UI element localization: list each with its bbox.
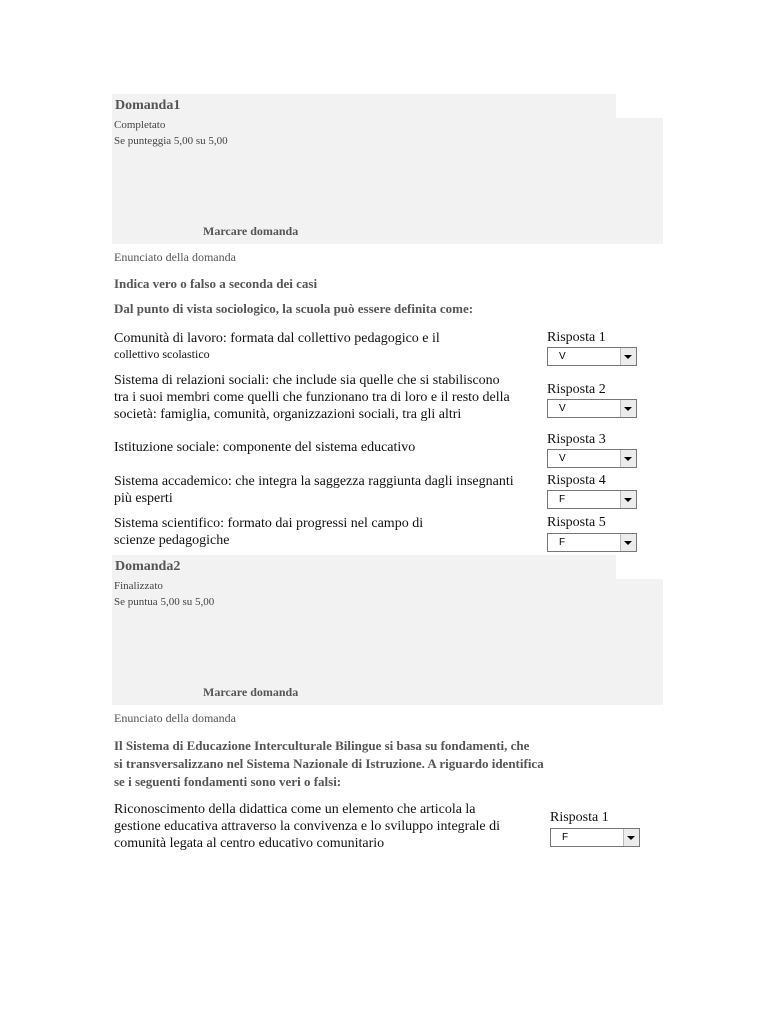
chevron-down-icon[interactable] bbox=[620, 534, 636, 551]
q1-item-3-answer-label: Risposta 3 bbox=[547, 432, 606, 447]
q1-item-4-text-line-2: più esperti bbox=[114, 491, 173, 506]
question-2-flag-link[interactable]: Marcare domanda bbox=[203, 685, 299, 699]
select-value: F bbox=[559, 494, 566, 505]
q1-item-5-text-line-1: Sistema scientifico: formato dai progressi nel campo di bbox=[114, 516, 424, 531]
chevron-down-icon[interactable] bbox=[620, 348, 636, 365]
question-2-stem-label: Enunciato della domanda bbox=[114, 711, 236, 725]
question-1-title: Domanda1 bbox=[115, 98, 181, 113]
q1-item-2-text-line-1: Sistema di relazioni sociali: che include sia quelle che si stabiliscono bbox=[114, 373, 500, 388]
chevron-down-icon[interactable] bbox=[620, 491, 636, 508]
select-value: V bbox=[559, 403, 566, 414]
q1-item-5-answer-select[interactable] bbox=[547, 533, 637, 552]
chevron-down-icon[interactable] bbox=[623, 829, 639, 846]
select-value: V bbox=[559, 453, 566, 464]
q1-item-4-text-line-1: Sistema accademico: che integra la saggezza raggiunta dagli insegnanti bbox=[114, 474, 514, 489]
q2-item-1-answer-label: Risposta 1 bbox=[550, 810, 609, 825]
select-value: V bbox=[559, 351, 566, 362]
question-2-title: Domanda2 bbox=[115, 559, 181, 574]
question-1-stem-label: Enunciato della domanda bbox=[114, 250, 236, 264]
q1-item-2-answer-label: Risposta 2 bbox=[547, 382, 606, 397]
q1-item-1-text-line-2: collettivo scolastico bbox=[114, 347, 210, 361]
question-2-status: Finalizzato bbox=[114, 580, 163, 592]
q1-item-1-answer-select[interactable] bbox=[547, 347, 637, 366]
select-value: F bbox=[559, 537, 566, 548]
question-2-prompt-line-2: si transversalizzano nel Sistema Nazionale di Istruzione. A riguardo identifica bbox=[114, 756, 544, 771]
q1-item-2-text-line-3: società: famiglia, comunità, organizzazioni sociali, tra gli altri bbox=[114, 407, 462, 422]
question-2-prompt-line-1: Il Sistema di Educazione Interculturale Bilingue si basa su fondamenti, che bbox=[114, 738, 530, 753]
question-2-header bbox=[112, 555, 616, 579]
q1-item-2-answer-select[interactable] bbox=[547, 399, 637, 418]
question-1-flag-link[interactable]: Marcare domanda bbox=[203, 224, 299, 238]
q2-item-1-text-line-3: comunità legata al centro educativo comunitario bbox=[114, 836, 385, 851]
q1-item-4-answer-select[interactable] bbox=[547, 490, 637, 509]
question-1-header bbox=[112, 94, 616, 118]
question-1-prompt: Dal punto di vista sociologico, la scuola può essere definita come: bbox=[114, 301, 474, 316]
select-value: F bbox=[562, 832, 569, 843]
chevron-down-icon[interactable] bbox=[620, 400, 636, 417]
question-2-prompt-line-3: se i seguenti fondamenti sono veri o falsi: bbox=[114, 774, 342, 789]
q1-item-3-answer-select[interactable] bbox=[547, 449, 637, 468]
q1-item-1-text-line-1: Comunità di lavoro: formata dal collettivo pedagogico e il bbox=[114, 331, 440, 346]
q1-item-1-answer-label: Risposta 1 bbox=[547, 330, 606, 345]
q1-item-5-answer-label: Risposta 5 bbox=[547, 515, 606, 530]
q1-item-2-text-line-2: tra i suoi membri come quelli che funzionano tra di loro e il resto della bbox=[114, 390, 510, 405]
q1-item-3-text-line-1: Istituzione sociale: componente del sistema educativo bbox=[114, 440, 416, 455]
q2-item-1-answer-select[interactable] bbox=[550, 828, 640, 847]
question-1-score: Se punteggia 5,00 su 5,00 bbox=[114, 135, 228, 147]
q2-item-1-text-line-2: gestione educativa attraverso la convivenza e lo sviluppo integrale di bbox=[114, 819, 501, 834]
q1-item-5-text-line-2: scienze pedagogiche bbox=[114, 533, 230, 548]
question-1-status: Completato bbox=[114, 119, 166, 131]
chevron-down-icon[interactable] bbox=[620, 450, 636, 467]
q1-item-4-answer-label: Risposta 4 bbox=[547, 473, 606, 488]
q2-item-1-text-line-1: Riconoscimento della didattica come un elemento che articola la bbox=[114, 802, 476, 817]
question-1-instruction: Indica vero o falso a seconda dei casi bbox=[114, 276, 318, 291]
question-2-score: Se puntua 5,00 su 5,00 bbox=[114, 596, 215, 608]
